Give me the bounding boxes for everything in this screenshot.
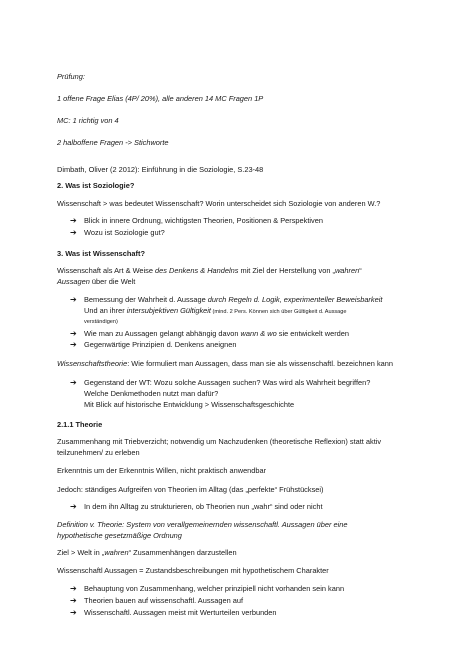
- exam-line-2: MC: 1 richtig von 4: [57, 116, 119, 125]
- exam-line-3: 2 halboffene Fragen -> Stichworte: [57, 138, 169, 147]
- arrow-bullet-icon: ➔: [70, 596, 77, 605]
- arrow-bullet-icon: ➔: [70, 295, 77, 304]
- definition-line-2: hypothetische gesetzmäßige Ordnung: [57, 531, 182, 540]
- subsection-heading-theorie: 2.1.1 Theorie: [57, 420, 103, 429]
- paragraph-wt: Wissenschaftstheorie: Wie formuliert man Aussagen, dass man sie als wissenschaftl. bezeichnen kann: [57, 359, 393, 368]
- section-heading-2: 2. Was ist Soziologie?: [57, 181, 135, 190]
- arrow-bullet-icon: ➔: [70, 584, 77, 593]
- arrow-bullet-icon: ➔: [70, 378, 77, 387]
- paragraph-erkenntnis: Erkenntnis um der Erkenntnis Willen, nicht praktisch anwendbar: [57, 466, 267, 475]
- exam-line-1: 1 offene Frage Elias (4P/ 20%), alle anderen 14 MC Fragen 1P: [57, 94, 264, 103]
- paragraph-2: Wissenschaft > was bedeutet Wissenschaft? Worin unterscheidet sich Soziologie von anderen W.?: [57, 199, 381, 208]
- arrow-bullet-icon: ➔: [70, 329, 77, 338]
- paragraph-ziel: Ziel > Welt in „wahren“ Zusammenhängen darzustellen: [57, 548, 237, 557]
- arrow-bullet-icon: ➔: [70, 340, 77, 349]
- arrow-bullet-icon: ➔: [70, 228, 77, 237]
- arrow-bullet-icon: ➔: [70, 608, 77, 617]
- arrow-bullet-icon: ➔: [70, 502, 77, 511]
- exam-heading: Prüfung:: [57, 72, 85, 81]
- section-heading-3: 3. Was ist Wissenschaft?: [57, 249, 145, 258]
- document-page: Prüfung: 1 offene Frage Elias (4P/ 20%), alle anderen 14 MC Fragen 1P MC: 1 richtig von 4 2 halboffene Fragen -> Stichworte Dimbath, Oliver (2 2012): Einführung in die Soziologie, S.23-48 2. Was ist Soziologie? Wissenschaft > was bedeutet Wissenschaft? Worin unterscheidet sich Soziologie von anderen W.? ➔ Blick in innere Ordnung, wichtigsten Theorien, Positionen & Perspektiven ➔ Wozu ist Soziologie gut? 3. Was ist Wissenschaft? Wissenschaft als Art & Weise des Denkens & Handelns mit Ziel der Herstellung von „wahren“ Aussagen über die Welt ➔ Bemessung der Wahrheit d. Aussage durch Regeln d. Logik, experimenteller Beweisbarkeit Und an ihrer intersubjektiven Gültigkeit (mind. 2 Pers. Können sich über Gültigkeit d. Aussage verständigen) ➔ Wie man zu Aussagen gelangt abhängig davon wann & wo sie entwickelt werden ➔ Gegenwärtige Prinzipien d. Denkens aneignen Wissenschaftstheorie: Wie formuliert man Aussagen, dass man sie als wissenschaftl. bezeichnen kann ➔ Gegenstand der WT: Wozu solche Aussagen suchen? Was wird als Wahrheit begriffen? Welche Denkmethoden nutzt man dafür? Mit Blick auf historische Entwicklung > Wissenschaftsgeschichte 2.1.1 Theorie Zusammenhang mit Triebverzicht; notwendig um Nachzudenken (theoretische Reflexion) statt aktiv teilzunehmen/ zu erleben Erkenntnis um der Erkenntnis Willen, nicht praktisch anwendbar Jedoch: ständiges Aufgreifen von Theorien im Alltag (das „perfekte“ Frühstücksei) ➔ In dem ihn Alltag zu strukturieren, ob Theorien nun „wahr“ sind oder nicht Definition v. Theorie: System von verallgemeinernden wissenschaftl. Aussagen über eine hypothetische gesetzmäßige Ordnung Ziel > Welt in „wahren“ Zusammenhängen darzustellen Wissenschaftl Aussagen = Zustandsbeschreibungen mit hypothetischem Charakter ➔ Behauptung von Zusammenhang, welcher prinzipiell nicht vorhanden sein kann ➔ Theorien bauen auf wissenschaftl. Aussagen auf ➔ Wissenschaftl. Aussagen meist mit Werturteilen verbunden: [0, 0, 474, 670]
- paragraph-z-line-1: Zusammenhang mit Triebverzicht; notwendig um Nachzudenken (theoretische Reflexion) statt aktiv: [57, 437, 382, 446]
- paragraph-3-line-1: Wissenschaft als Art & Weise des Denkens & Handelns mit Ziel der Herstellung von „wahren“: [57, 266, 362, 275]
- arrow-bullet-icon: ➔: [70, 216, 77, 225]
- paragraph-jedoch: Jedoch: ständiges Aufgreifen von Theorien im Alltag (das „perfekte“ Frühstücksei): [57, 485, 324, 494]
- paragraph-aussagen: Wissenschaftl Aussagen = Zustandsbeschreibungen mit hypothetischem Charakter: [57, 566, 329, 575]
- paragraph-3-line-2: Aussagen über die Welt: [57, 277, 136, 286]
- definition-line-1: Definition v. Theorie: System von verallgemeinernden wissenschaftl. Aussagen über eine: [57, 520, 348, 529]
- paragraph-z-line-2: teilzunehmen/ zu erleben: [57, 448, 140, 457]
- reference-line: Dimbath, Oliver (2 2012): Einführung in die Soziologie, S.23-48: [57, 165, 264, 174]
